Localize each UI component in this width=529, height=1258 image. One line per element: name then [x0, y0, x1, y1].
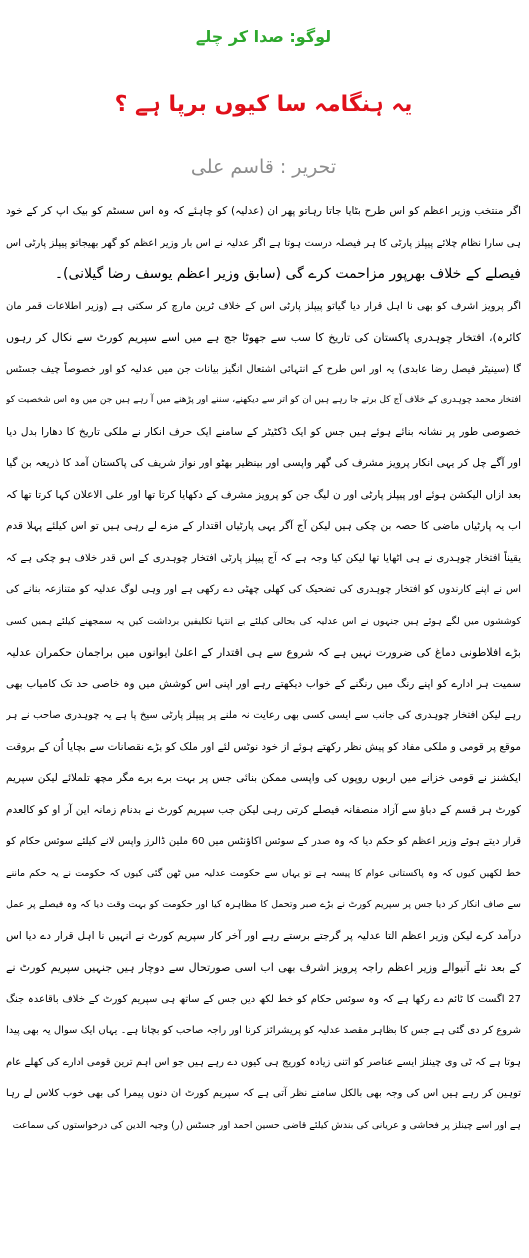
- body-line: ایکشنز نے قومی خزانے میں اربوں روپوں کی واپسی ممکن بنائی جس پر بہت برے برے مگر مچھ تلملائے لیکن سپریم: [6, 772, 521, 784]
- body-line: افتخار محمد چوہدری کے خلاف آج کل برتے جا رہے ہیں ان کو اتر سے دیکھنے، سننے اور پڑھنے میں آ رہے ہیں جن میں وہ اس شخصیت کو: [6, 395, 521, 405]
- body-line: بعد ازاں الیکشن ہوئے اور پیپلز پارٹی اور ن لیگ جن کو پرویز مشرف کے دکھایا کرتا تھا اور علی الاعلان کہا کرتا تھا کہ: [6, 488, 521, 501]
- body-line: 27 اگست کا ٹائم دے رکھا ہے کہ وہ سوئس حکام کو خط لکھ دیں جس کے ساتھ ہی سپریم کورٹ کے خلاف باقاعدہ جنگ: [6, 993, 521, 1005]
- body-line: موقع پر قومی و ملکی مفاد کو پیش نظر رکھتے ہوئے از خود نوٹس لئے اور ملک کو بڑے نقصانات سے بچایا اُن کے بروقت: [6, 740, 521, 753]
- body-line: سمیت ہر ادارے کو اپنے رنگ میں رنگنے کے خواب دیکھتے رہے اور اپنی اس کوشش میں وہ خاصی حد تک کامیاب بھی: [6, 677, 521, 690]
- article-body: [6, 182, 521, 1141]
- body-line: اگر پرویز اشرف کو بھی نا اہل قرار دیا گیاتو پیپلز پارٹی اس کے خلاف ٹرین مارچ کر سکتی ہے (وزیر اطلاعات قمر مان: [6, 300, 521, 312]
- body-line: کوششوں میں لگے ہوئے ہیں جنہوں نے اس عدلیہ کی بحالی کیلئے بے انتہا تکلیفیں برداشت کیں یہ سمجھنے کیلئے ہمیں کسی: [6, 615, 521, 627]
- body-line: یقیناً افتخار چوہدری نے ہی اٹھایا تھا لیکن کیا وجہ ہے کہ آج پیپلز پارٹی افتخار چوہدری کے اس قدر خلاف ہو چکی ہے کہ: [6, 552, 521, 564]
- article-headline: یہ ہنگامہ سا کیوں برپا ہے ؟: [114, 92, 413, 117]
- body-line: فیصلے کے خلاف بھرپور مزاحمت کرے گی (سابق وزیر اعظم یوسف رضا گیلانی)۔: [54, 266, 521, 282]
- body-line: توہین کر رہے ہیں اس کی وجہ بھی بالکل سامنے نظر آتی ہے کہ سپریم کورٹ ان دنوں پیمرا کی بھی خوب کلاس لے رہا: [6, 1088, 521, 1099]
- body-line: کائرہ)، افتخار چوہدری پاکستان کی تاریخ کا سب سے جھوٹا جج ہے میں اسے سپریم کورٹ سے نکال کر رہوں: [6, 331, 521, 344]
- article-byline: تحریر : قاسم علی: [190, 156, 337, 178]
- body-line: قرار دیتے ہوئے وزیر اعظم کو حکم دیا کہ وہ صدر کے سوئس اکاؤنٹس میں 60 ملین ڈالرز واپس لانے کیلئے سوئس حکام کو: [6, 836, 521, 847]
- body-line: خصوصی طور پر نشانہ بنائے ہوئے ہیں جس کو ایک ڈکٹیٹر کے سامنے ایک حرف انکار نے ملکی تاریخ کا دھارا بدل دیا: [6, 425, 521, 438]
- body-line: کورٹ ہر قسم کے دباؤ سے آزاد منصفانہ فیصلے کرتی رہی لیکن جب سپریم کورٹ نے بدنام زمانہ این آر او کو کالعدم: [6, 803, 521, 816]
- body-line: شروع کر دی گئی ہے جس کا بظاہر مقصد عدلیہ کو پریشرائز کرنا اور راجہ صاحب کو بچانا ہے۔ یہاں ایک سوال یہ بھی پیدا: [6, 1025, 521, 1036]
- body-line: درآمد کرے لیکن وزیر اعظم التا عدلیہ پر گرجتے برستے رہے اور آخر کار سپریم کورٹ نے انہیں نا اہل قرار دے دیا اس: [6, 929, 521, 942]
- body-line: کے بعد نئے آنیوالے وزیر اعظم راجہ پرویز اشرف بھی اب اسی صورتحال سے دوچار ہیں جنہیں سپریم کورٹ نے: [6, 961, 521, 974]
- body-line: خط لکھیں کیوں کہ وہ پاکستانی عوام کا پیسہ ہے تو یہاں سے حکومت عدلیہ میں ٹھن گئی کیوں کہ حکومت نے یہ حکم ماننے: [6, 867, 521, 879]
- body-line: ہوتا ہے کہ ٹی وی چینلز ایسے عناصر کو اتنی زیادہ کوریج ہی کیوں دے رہے ہیں جو اس اہم ترین قومی ادارے کی کھلے عام: [6, 1056, 521, 1068]
- body-line: گا (سینیٹر فیصل رضا عابدی) یہ اور اس طرح کے انتہائی اشتعال انگیز بیانات جن میں عدلیہ کو اور خصوصاً چیف جسٹس: [6, 363, 521, 375]
- body-line: اب یہ پارٹیاں ماضی کا حصہ بن چکی ہیں لیکن آج آگر یہی پارٹیاں اقتدار کے مزے لے رہی ہیں تو اس کیلئے پہلا قدم: [6, 520, 521, 532]
- body-line: ہی سارا نظام چلائے پیپلز پارٹی کا ہر فیصلہ درست ہوتا ہے اگر عدلیہ نے اس بار وزیر اعظم کو گھر بھیجاتو پیپلز پارٹی اس: [6, 237, 521, 249]
- body-line: اور آگے چل کر یہی انکار پرویز مشرف کی گھر واپسی اور بینظیر بھٹو اور نواز شریف کی پاکستان آمد کا ذریعہ بن گیا: [6, 457, 521, 469]
- column-logo: لوگو: صدا کر چلے: [195, 27, 332, 46]
- body-line: اس نے اپنے کارندوں کو افتخار چوہدری کی تضحیک کی کھلی چھٹی دے رکھی ہے اور وہی لوگ عدلیہ کو متنازعہ بنانے کی: [6, 584, 521, 595]
- body-line: سے صاف انکار کر دیا جس پر سپریم کورٹ نے بڑے صبر وتحمل کا مظاہرہ کیا اور حکومت کو بہت وقت دیا کہ وہ فیصلے پر عمل: [6, 899, 521, 910]
- body-line: اگر منتخب وزیر اعظم کو اس طرح بٹایا جاتا رہاتو پھر ان (عدلیہ) کو چاہئے کہ وہ اس سسٹم کو بیک اپ کر کے خود: [6, 205, 521, 217]
- body-line: رہے لیکن افتخار چوہدری کی جانب سے ایسی کسی بھی رعایت نہ ملنے پر پیپلز پارٹی سیخ پا ہے یہ چوہدری صاحب نے ہر: [6, 710, 521, 721]
- body-line: بڑے افلاطونی دماغ کی ضرورت نہیں ہے کہ شروع سے ہی اقتدار کے اعلیٰ ایوانوں میں براجمان حکمران عدلیہ: [6, 646, 521, 659]
- body-line: ہے اور اسے چینلز پر فحاشی و عریانی کی بندش کیلئے قاضی حسین احمد اور جسٹس (ر) وجیہ الدین کی درخواستوں کی سماعت: [12, 1119, 521, 1131]
